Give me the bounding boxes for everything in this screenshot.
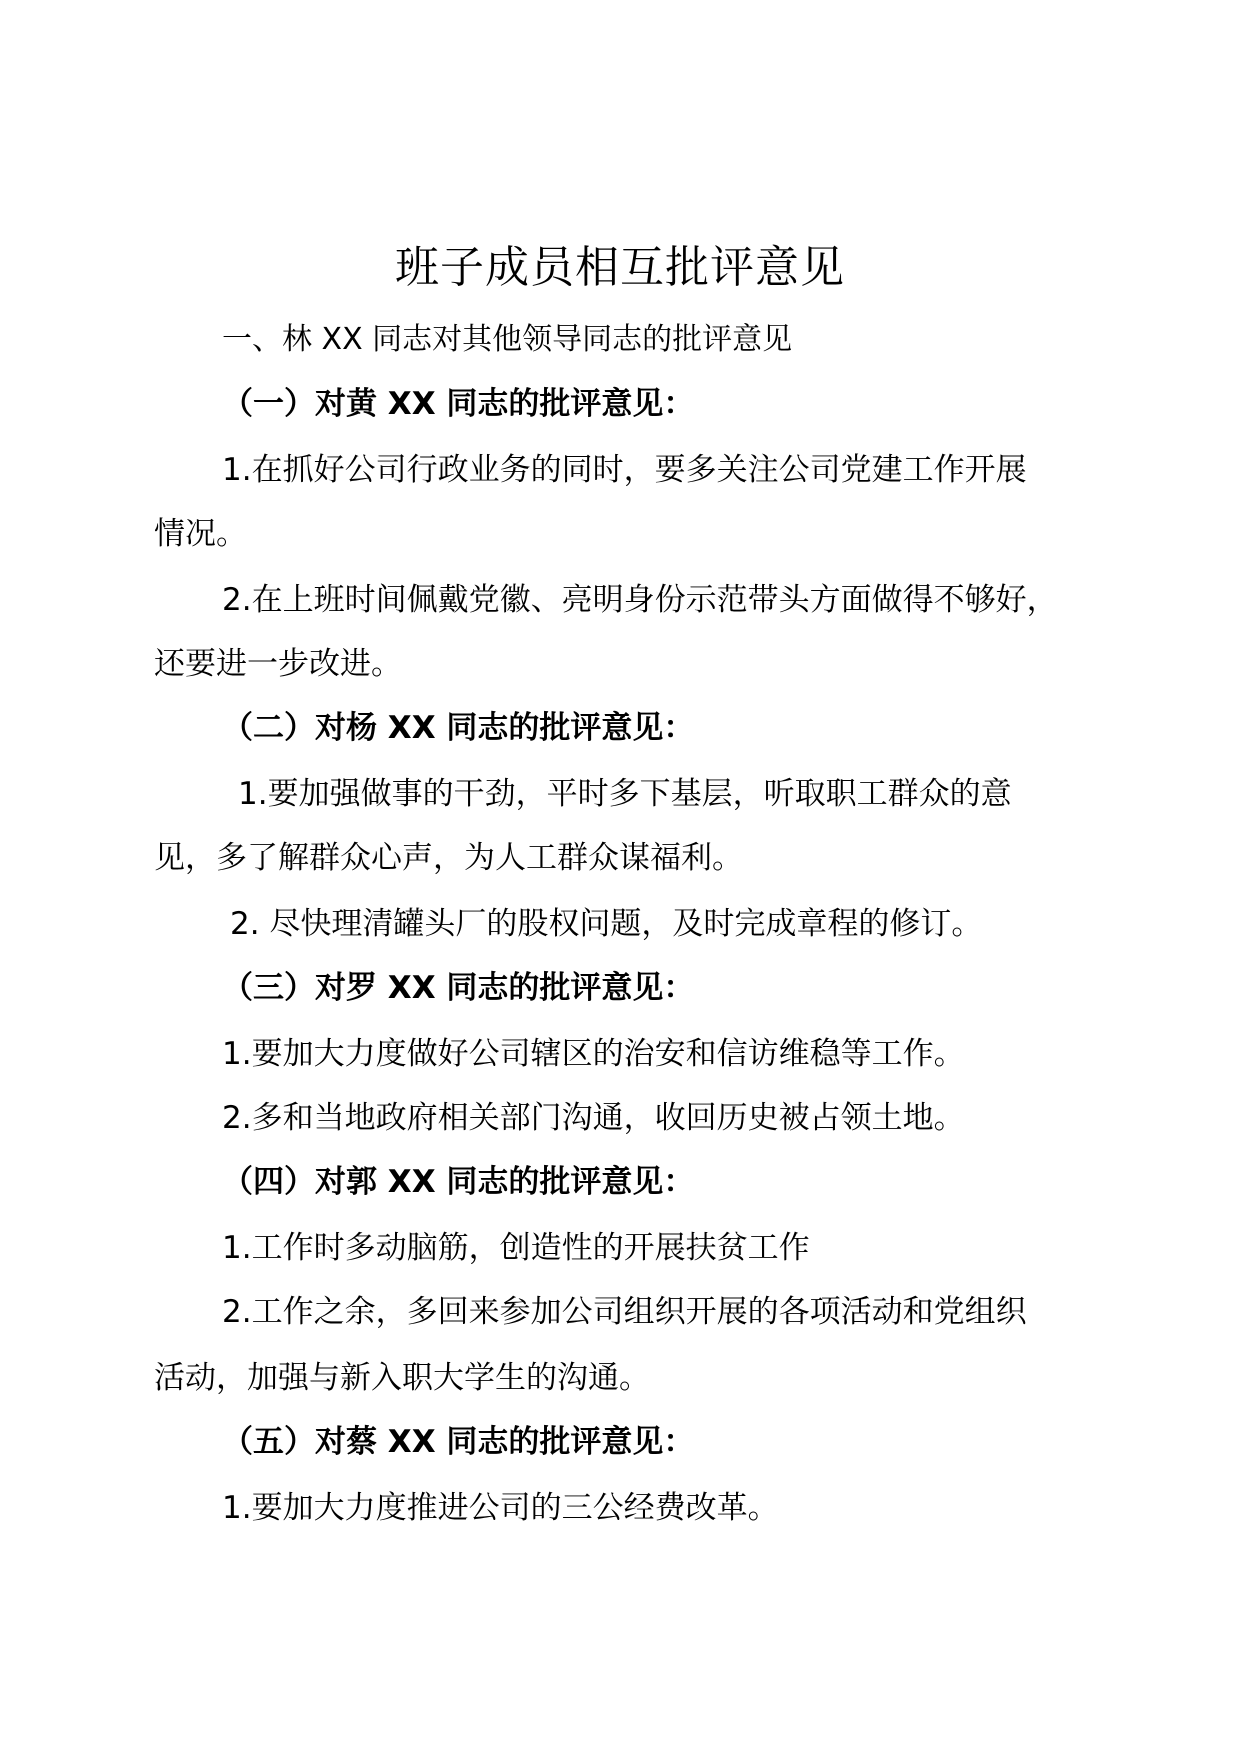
paragraph-line: 情况。 — [154, 516, 247, 552]
paragraph-line: 1.工作时多动脑筋，创造性的开展扶贫工作 — [222, 1230, 810, 1266]
section-heading: 一、林 XX 同志对其他领导同志的批评意见 — [222, 322, 793, 357]
paragraph-line: 1.要加大力度做好公司辖区的治安和信访维稳等工作。 — [222, 1036, 965, 1072]
paragraph-line: 活动，加强与新入职大学生的沟通。 — [154, 1360, 650, 1396]
paragraph-line: 2.工作之余，多回来参加公司组织开展的各项活动和党组织 — [222, 1294, 1027, 1330]
subheading-huang: （一）对黄 XX 同志的批评意见： — [222, 386, 695, 422]
subheading-cai: （五）对蔡 XX 同志的批评意见： — [222, 1424, 695, 1460]
paragraph-line: 1.要加大力度推进公司的三公经费改革。 — [222, 1490, 779, 1526]
document-title: 班子成员相互批评意见 — [395, 242, 845, 293]
subheading-guo: （四）对郭 XX 同志的批评意见： — [222, 1164, 695, 1200]
paragraph-line: 2. 尽快理清罐头厂的股权问题，及时完成章程的修订。 — [230, 906, 983, 942]
paragraph-line: 还要进一步改进。 — [154, 646, 402, 682]
paragraph-line: 1.在抓好公司行政业务的同时，要多关注公司党建工作开展 — [222, 452, 1027, 488]
paragraph-line: 2.多和当地政府相关部门沟通，收回历史被占领土地。 — [222, 1100, 965, 1136]
paragraph-line: 1.要加强做事的干劲，平时多下基层，听取职工群众的意 — [238, 776, 1012, 812]
paragraph-line: 2.在上班时间佩戴党徽、亮明身份示范带头方面做得不够好， — [222, 582, 1058, 618]
paragraph-line: 见，多了解群众心声，为人工群众谋福利。 — [154, 840, 743, 876]
subheading-luo: （三）对罗 XX 同志的批评意见： — [222, 970, 695, 1006]
subheading-yang: （二）对杨 XX 同志的批评意见： — [222, 710, 695, 746]
